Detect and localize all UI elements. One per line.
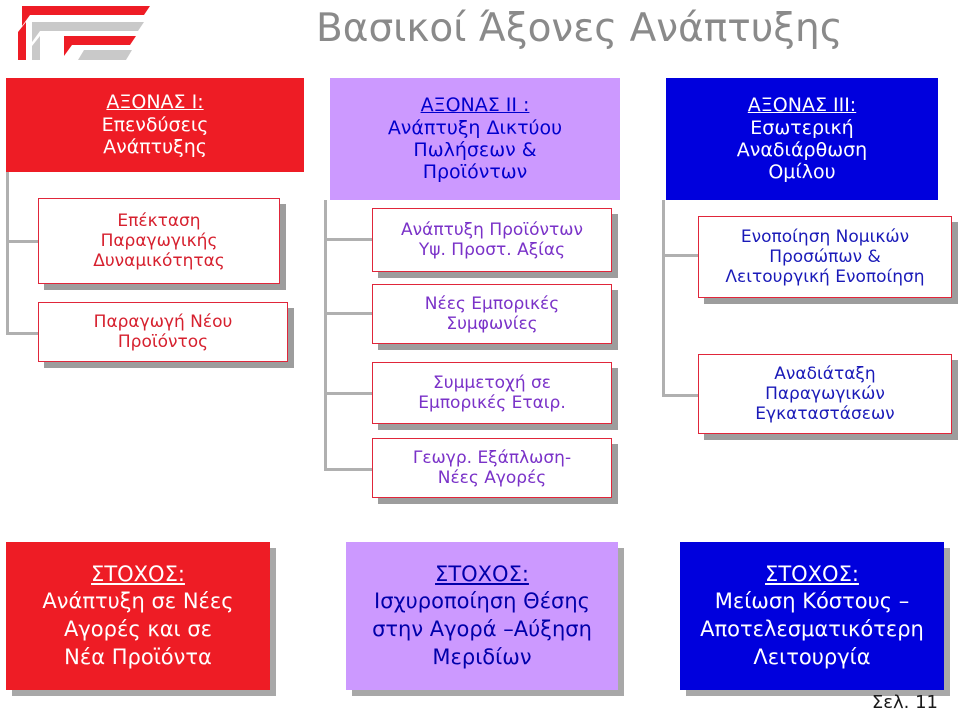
axis2-branch-2	[324, 312, 372, 315]
axis3-header-line: Εσωτερική	[750, 116, 854, 139]
axis3-header-label: ΑΞΟΝΑΣ ΙΙΙ:	[747, 94, 857, 117]
axis3-branch-2	[662, 394, 698, 397]
goal-label: ΣΤΟΧΟΣ:	[765, 561, 859, 586]
goal-line: Αποτελεσματικότερη	[700, 617, 924, 641]
axis1-goal	[6, 542, 270, 690]
page-title: Βασικοί Άξονες Ανάπτυξης	[316, 6, 843, 51]
item-line: Ενοποίηση Νομικών	[740, 226, 910, 247]
goal-line: στην Αγορά –Αύξηση	[372, 617, 592, 641]
item-line: Συμφωνίες	[446, 314, 538, 334]
axis1-connector	[6, 172, 9, 334]
axis2-header-line: Ανάπτυξη Δικτύου	[387, 116, 563, 139]
goal-line: Λειτουργία	[753, 644, 871, 669]
company-logo	[4, 2, 154, 64]
goal-line: Ανάπτυξη σε Νέες	[42, 589, 234, 614]
axis1-header-line: Ανάπτυξης	[103, 136, 207, 159]
axis2-goal	[346, 542, 618, 690]
axis3-header	[666, 78, 938, 200]
axis3-branch-1	[662, 254, 698, 257]
item-line: Νέες Εμπορικές	[424, 293, 560, 314]
item-line: Δυναμικότητας	[93, 251, 225, 272]
axis3-connector	[662, 200, 665, 396]
item-line: Ανάπτυξη Προϊόντων	[401, 219, 583, 240]
axis1-branch-1	[6, 240, 38, 243]
item-line: Νέες Αγορές	[437, 468, 547, 488]
axis1-header-label: ΑΞΟΝΑΣ Ι:	[106, 91, 204, 114]
axis2-header-line: Πωλήσεων &	[413, 139, 537, 161]
axis3-goal	[680, 542, 944, 690]
axis2-header-label: ΑΞΟΝΑΣ ΙΙ :	[420, 94, 530, 117]
item-line: Συμμετοχή σε	[433, 372, 551, 393]
axis2-header	[330, 78, 620, 200]
axis2-item-new-agreements	[372, 284, 612, 344]
item-line: Προϊόντος	[117, 332, 209, 352]
page-number: Σελ. 11	[871, 692, 938, 713]
axis2-header-line: Προϊόντων	[422, 161, 528, 184]
axis2-branch-3	[324, 392, 372, 395]
goal-line: Αγορές και σε	[64, 617, 212, 641]
axis1-item-new-product	[38, 302, 288, 362]
axis2-item-geographic-expansion	[372, 438, 612, 498]
axis2-branch-1	[324, 238, 372, 241]
axis1-branch-2	[6, 332, 38, 335]
item-line: Παραγωγικής	[100, 230, 218, 251]
axis3-item-legal-entities	[698, 216, 952, 298]
item-line: Εμπορικές Εταιρ.	[418, 393, 566, 413]
item-line: Γεωγρ. Εξάπλωση-	[412, 447, 572, 468]
axis1-item-capacity	[38, 198, 280, 284]
item-line: Παραγωγικών	[765, 383, 885, 404]
goal-line: Μεριδίων	[432, 644, 532, 669]
item-line: Υψ. Προστ. Αξίας	[418, 240, 566, 260]
axis1-header-line: Επενδύσεις	[101, 113, 209, 136]
axis2-item-participation	[372, 362, 612, 424]
axis3-item-facilities	[698, 354, 952, 434]
axis3-header-line: Αναδιάρθωση	[736, 139, 868, 161]
item-line: Εγκαταστάσεων	[755, 404, 895, 425]
goal-line: Νέα Προϊόντα	[64, 644, 212, 669]
item-line: Λειτουργική Ενοποίηση	[725, 267, 925, 288]
goal-line: Μείωση Κόστους –	[714, 589, 910, 614]
axis1-header	[6, 78, 304, 172]
axis2-branch-4	[324, 468, 372, 471]
item-line: Αναδιάταξη	[774, 363, 876, 384]
goal-line: Ισχυροποίηση Θέσης	[374, 589, 590, 614]
axis2-item-high-value-products	[372, 208, 612, 272]
item-line: Προσώπων &	[769, 246, 881, 267]
goal-label: ΣΤΟΧΟΣ:	[435, 561, 529, 586]
item-line: Παραγωγή Νέου	[93, 311, 233, 332]
axis3-header-line: Ομίλου	[768, 161, 836, 184]
item-line: Επέκταση	[117, 210, 201, 231]
goal-label: ΣΤΟΧΟΣ:	[91, 561, 185, 586]
